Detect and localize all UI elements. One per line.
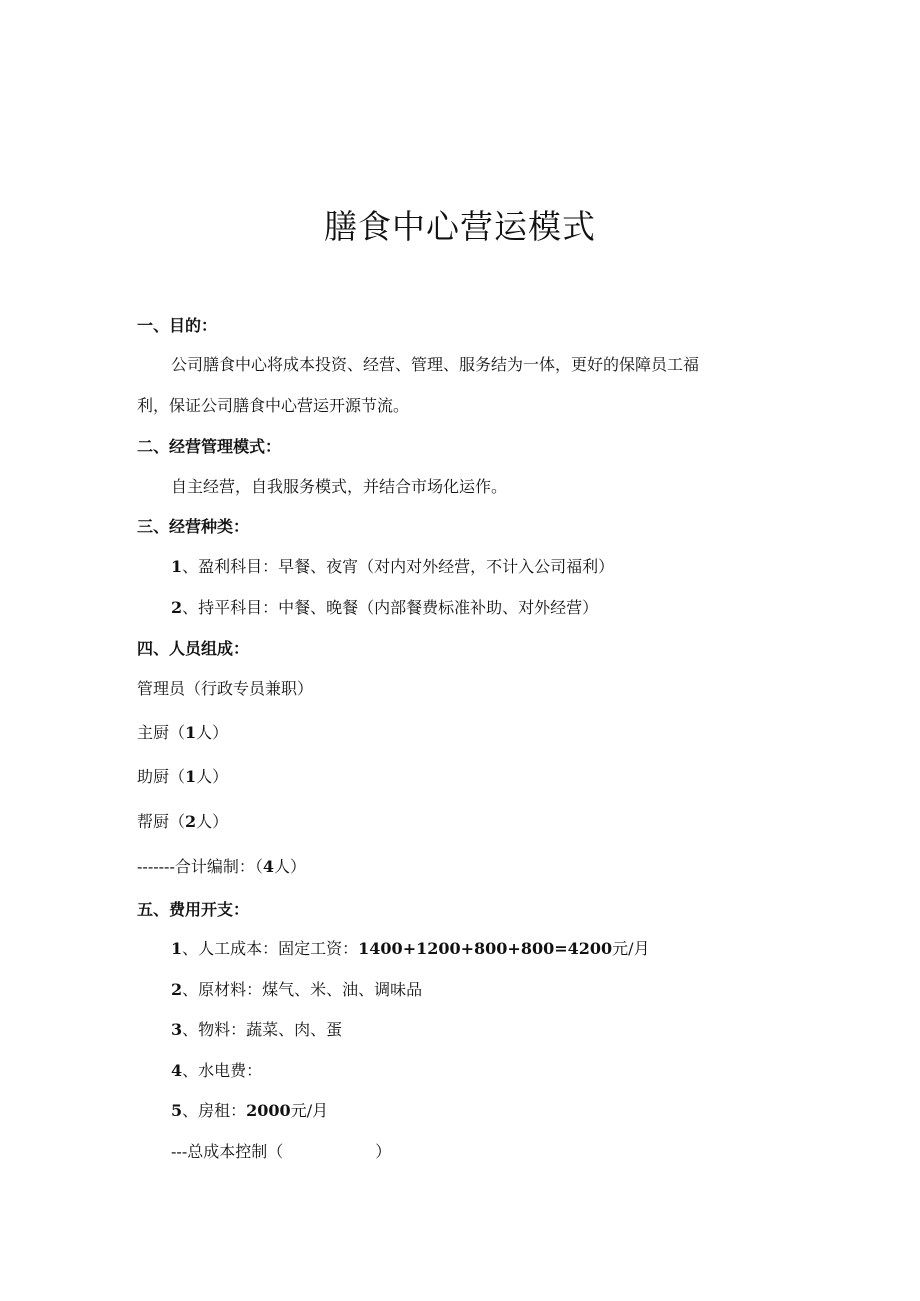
costs-item-2 <box>171 979 422 1001</box>
costs-item-2-number: 2 <box>171 980 183 999</box>
staff-chef-count: 1 <box>185 723 197 742</box>
costs-item-4 <box>171 1060 262 1082</box>
staff-helper-prefix: 帮厨（ <box>137 812 186 831</box>
staff-manager: 管理员（行政专员兼职） <box>137 679 314 698</box>
mode-text: 自主经营，自我服务模式，并结合市场化运作。 <box>171 477 508 496</box>
costs-item-4-text: 、水电费： <box>182 1061 263 1080</box>
costs-total-suffix: ） <box>375 1142 392 1161</box>
costs-item-3-text: 、物料：蔬菜、肉、蛋 <box>182 1020 343 1039</box>
staff-total <box>137 856 306 878</box>
costs-item-3-number: 3 <box>171 1020 183 1039</box>
staff-assistant-prefix: 助厨（ <box>137 767 186 786</box>
types-item-2-text: 、持平科目：中餐、晚餐（内部餐费标准补助、对外经营） <box>182 598 599 617</box>
staff-chef <box>137 722 228 744</box>
staff-chef-prefix: 主厨（ <box>137 723 186 742</box>
costs-item-5-number: 5 <box>171 1101 183 1120</box>
costs-item-5 <box>171 1100 328 1122</box>
section-heading-mode: 二、经营管理模式： <box>137 437 282 456</box>
staff-helper <box>137 811 228 833</box>
costs-item-1-unit: 元/月 <box>612 939 650 958</box>
costs-item-1-number: 1 <box>171 939 183 958</box>
costs-item-5-unit: 元/月 <box>290 1101 329 1120</box>
costs-item-1-label: 、人工成本：固定工资： <box>182 939 359 958</box>
types-item-2 <box>171 597 598 619</box>
costs-item-3 <box>171 1019 342 1041</box>
staff-helper-count: 2 <box>185 812 197 831</box>
staff-helper-suffix: 人） <box>196 812 229 831</box>
costs-item-4-number: 4 <box>171 1061 183 1080</box>
costs-item-5-amount: 2000 <box>246 1101 291 1120</box>
types-item-1 <box>171 556 614 578</box>
costs-item-2-text: 、原材料：煤气、米、油、调味品 <box>182 980 423 999</box>
staff-total-prefix: -------合计编制：（ <box>137 857 263 876</box>
staff-assistant <box>137 766 228 788</box>
types-item-1-text: 、盈利科目：早餐、夜宵（对内对外经营，不计入公司福利） <box>182 557 615 576</box>
staff-assistant-count: 1 <box>185 767 197 786</box>
section-heading-purpose: 一、目的： <box>137 316 218 335</box>
purpose-paragraph-line2: 利，保证公司膳食中心营运开源节流。 <box>137 396 410 415</box>
costs-item-5-label: 、房租： <box>182 1101 247 1120</box>
costs-total-prefix: ---总成本控制（ <box>171 1142 284 1161</box>
costs-item-1 <box>171 938 650 960</box>
costs-total <box>171 1141 391 1163</box>
section-heading-staff: 四、人员组成： <box>137 639 250 658</box>
staff-chef-suffix: 人） <box>196 723 229 742</box>
types-item-1-number: 1 <box>171 557 183 576</box>
section-heading-costs: 五、费用开支： <box>137 900 250 919</box>
types-item-2-number: 2 <box>171 598 183 617</box>
staff-total-count: 4 <box>262 857 274 876</box>
section-heading-types: 三、经营种类： <box>137 517 250 536</box>
staff-total-suffix: 人） <box>274 857 307 876</box>
costs-item-1-formula: 1400+1200+800+800=4200 <box>358 939 613 958</box>
purpose-paragraph-line1: 公司膳食中心将成本投资、经营、管理、服务结为一体，更好的保障员工福 <box>171 355 700 374</box>
staff-assistant-suffix: 人） <box>196 767 229 786</box>
page-title: 膳食中心营运模式 <box>324 207 596 246</box>
